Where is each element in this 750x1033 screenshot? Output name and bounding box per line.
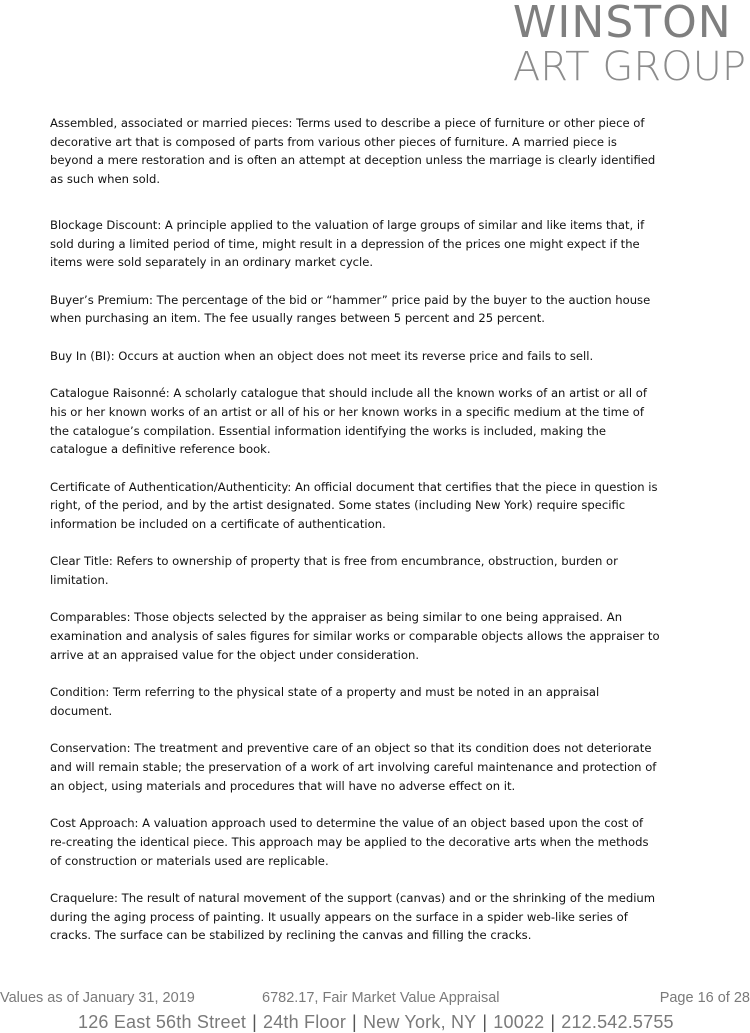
footer-separator: | (482, 1012, 488, 1032)
logo-line-art-group: ART GROUP (512, 44, 746, 90)
footer-page-number: Page 16 of 28 (659, 990, 750, 1006)
glossary-entry-craquelure: Craquelure: The result of natural movement of the support (canvas) and or the shrinking of the medium during the aging process of painting. It usually appears on the surface in a spider web-like series of cracks. The surface can be stabilized by reclining the canvas and filling the cracks. (50, 890, 656, 943)
glossary-body (50, 114, 662, 945)
footer-values-date: Values as of January 31, 2019 (0, 990, 195, 1006)
footer-separator: | (352, 1012, 357, 1032)
footer-address (78, 1012, 674, 1033)
glossary-entry-conservation: Conservation: The treatment and preventive care of an object so that its condition does not deteriorate and will remain stable; the preservation of a work of art involving careful maintenance and protection of an object, using materials and procedures that will have no adverse effect on it. (50, 741, 657, 793)
company-logo (513, 0, 746, 88)
page-footer (0, 990, 750, 1032)
footer-zip: 10022 (493, 1012, 545, 1032)
glossary-entry-comparables: Comparables: Those objects selected by the appraiser as being similar to one being appraised. An examination and analysis of sales figures for similar works or comparable objects allows the appraiser to arrive at an appraised value for the object under consideration. (50, 610, 660, 662)
footer-floor: 24th Floor (263, 1012, 347, 1032)
footer-appraisal-title: 6782.17, Fair Market Value Appraisal (262, 990, 500, 1006)
glossary-entry-condition: Condition: Term referring to the physical state of a property and must be noted in an appraisal document. (50, 685, 600, 718)
footer-separator: | (550, 1012, 556, 1032)
glossary-entry-clear-title: Clear Title: Refers to ownership of property that is free from encumbrance, obstruction, burden or limitation. (50, 554, 618, 588)
glossary-entry-cost-approach: Cost Approach: A valuation approach used to determine the value of an object based upon the cost of re-creating the identical piece. This approach may be applied to the decorative arts when the methods of construction or materials used are replicable. (50, 816, 649, 868)
glossary-entry-certificate: Certificate of Authentication/Authenticity: An official document that certifies that the piece in question is right, of the period, and by the artist designated. Some states (including New York) require specific information be included on a certificate of authentication. (50, 479, 658, 531)
glossary-entry-assembled: Assembled, associated or married pieces: Terms used to describe a piece of furniture or other piece of decorative art that is composed of parts from various other pieces of furniture. A married piece is beyond a mere restoration and is often an attempt at deception unless the marriage is clearly identified as such when sold. (50, 116, 656, 187)
glossary-entry-blockage-discount: Blockage Discount: A principle applied to the valuation of large groups of similar and like items that, if sold during a limited period of time, might result in a depression of the prices one might expect if the items were sold separately in an ordinary market cycle. (50, 217, 645, 270)
footer-separator: | (252, 1012, 257, 1032)
footer-street: 126 East 56th Street (78, 1012, 247, 1032)
footer-city: New York, NY (362, 1012, 477, 1032)
glossary-entry-buyers-premium: Buyer’s Premium: The percentage of the bid or “hammer” price paid by the buyer to the auction house when purchasing an item. The fee usually ranges between 5 percent and 25 percent. (50, 292, 651, 326)
glossary-entry-catalogue-raisonne: Catalogue Raisonné: A scholarly catalogue that should include all the known works of an artist or all of his or her known works of an artist or all of his or her known works in a specific medium at the time of the catalogue’s compilation. Essential information identifying the works is included, making the catalogue a definitive reference book. (50, 386, 647, 457)
glossary-entry-buy-in: Buy In (BI): Occurs at auction when an object does not meet its reverse price and fails to sell. (50, 348, 594, 363)
footer-info-row (0, 990, 750, 1010)
footer-phone: 212.542.5755 (561, 1012, 674, 1032)
logo-line-winston: WINSTON (512, 0, 732, 48)
